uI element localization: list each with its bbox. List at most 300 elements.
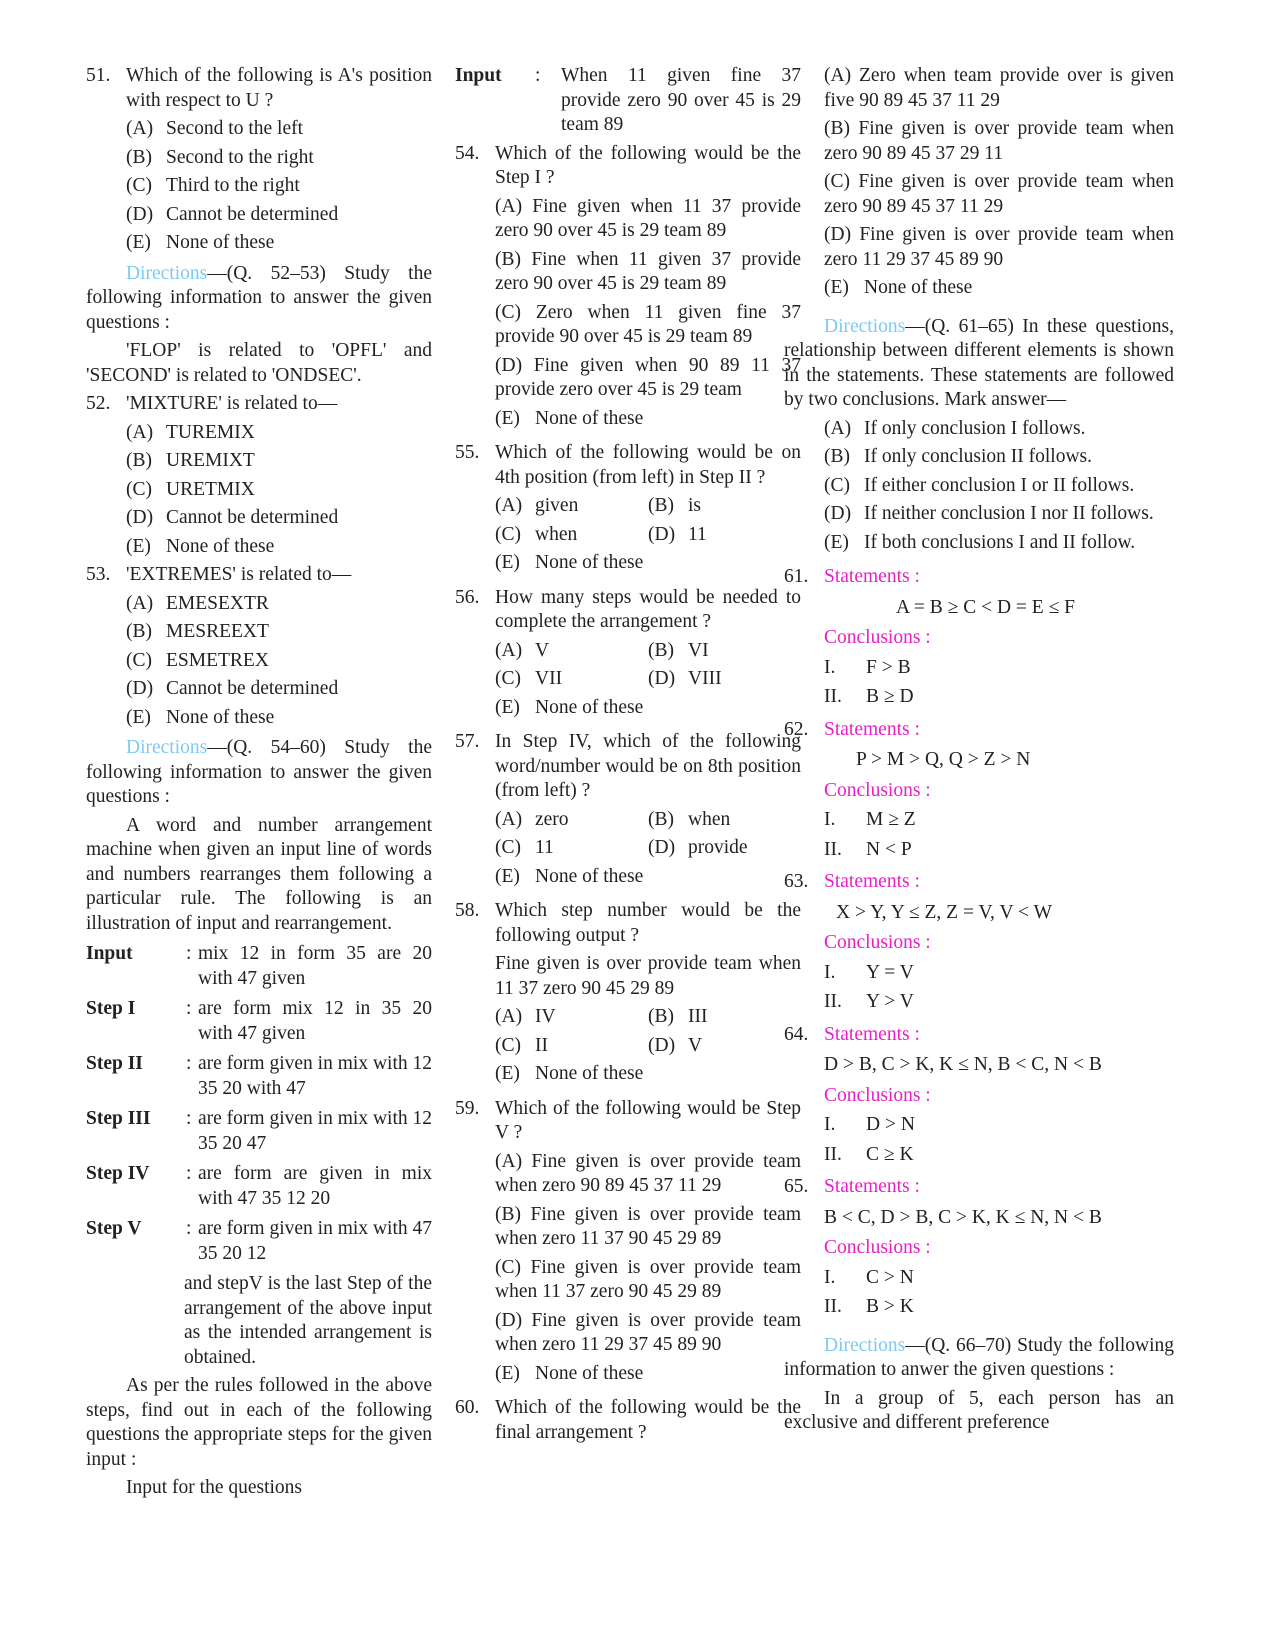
conclusions-label: Conclusions : <box>824 1237 931 1258</box>
question-52 <box>86 392 432 417</box>
option <box>495 808 648 833</box>
statements-label: Statements : <box>824 566 920 587</box>
option-text: If either conclusion I or II follows. <box>864 474 1135 496</box>
option-label: (D) <box>126 203 154 225</box>
option <box>495 1034 648 1059</box>
question-60 <box>455 1396 801 1445</box>
option-label: (C) <box>495 1256 521 1278</box>
mark-option <box>824 445 1174 470</box>
option-row <box>495 1034 801 1059</box>
option-label: (E) <box>126 535 151 557</box>
option <box>824 223 1174 272</box>
option-text <box>495 1256 801 1305</box>
step-text: are form are given in mix with 47 35 12 20 <box>198 1163 432 1209</box>
question-text: Which of the following would be Step V ? <box>495 1097 801 1143</box>
option-body: Fine given is over provide team when zero 11 29 37 45 89 90 <box>824 224 1174 270</box>
directions-keyword: Directions <box>126 262 208 284</box>
option-body: Fine when 11 given 37 provide zero 90 over 45 is 29 team 89 <box>495 248 802 294</box>
option-label: (C) <box>495 301 521 323</box>
conclusions-label: Conclusions : <box>824 1084 931 1106</box>
option-label: (B) <box>648 1006 674 1027</box>
option-text: Cannot be determined <box>166 203 339 225</box>
conclusion-label: II. <box>824 1143 842 1165</box>
option-label: (B) <box>126 146 152 168</box>
column-1 <box>86 60 432 1501</box>
given-input <box>455 64 801 138</box>
option-label: (E) <box>495 552 520 573</box>
question-text: 'MIXTURE' is related to— <box>126 393 338 414</box>
question-text: Which of the following is A's position with respect to U ? <box>126 65 432 111</box>
question-text: Which of the following would be on 4th position (from left) in Step II ? <box>495 442 801 488</box>
option-body: Fine given is over provide team when 11 37 zero 90 45 29 89 <box>495 1256 802 1302</box>
question-59 <box>455 1097 801 1146</box>
option <box>648 1005 801 1030</box>
question-text: How many steps would be needed to complete the arrangement ? <box>495 586 801 632</box>
option-text: EMESEXTR <box>166 592 269 614</box>
question-number: 53. <box>86 564 111 585</box>
conclusions-label: Conclusions : <box>824 932 931 953</box>
conclusion-text: C ≥ K <box>866 1143 914 1165</box>
option <box>495 301 801 350</box>
question-number: 55. <box>455 442 480 463</box>
option-label: (D) <box>126 507 154 528</box>
option-label: (A) <box>824 65 852 86</box>
option-body: Zero when team provide over is given five 90 89 45 37 11 29 <box>824 65 1174 111</box>
option-text: VII <box>535 668 563 689</box>
statement-expression: X > Y, Y ≤ Z, Z = V, V < W <box>836 901 1052 923</box>
question-text: 'EXTREMES' is related to— <box>126 564 352 585</box>
option-label: (B) <box>824 446 850 467</box>
option-row <box>495 494 801 519</box>
option <box>126 203 432 228</box>
question-number: 61. <box>784 566 809 587</box>
step-text: are form given in mix with 47 35 20 12 <box>198 1218 432 1264</box>
statement-expression: A = B ≥ C < D = E ≤ F <box>896 596 1076 618</box>
option-label: (D) <box>648 668 676 689</box>
option-row <box>495 1005 801 1030</box>
conclusion <box>824 1113 1174 1138</box>
question-text: Which step number would be the following output ? <box>495 900 801 946</box>
last-step-note: and stepV is the last Step of the arrangement of the above input as the intended arrangement is obtained. <box>184 1273 432 1368</box>
question-text: Which of the following would be the Step I ? <box>495 142 801 188</box>
option-text: If only conclusion I follows. <box>864 417 1086 439</box>
option-body: Fine given is over provide team when zero 90 89 45 37 11 29 <box>495 1150 802 1196</box>
option-text <box>495 1203 801 1252</box>
option-label: (D) <box>495 354 523 376</box>
option-text: None of these <box>864 277 973 298</box>
option-label: (E) <box>824 531 849 553</box>
step-label: Step IV <box>86 1163 150 1184</box>
option-label: (A) <box>495 808 523 830</box>
conclusion <box>824 808 1174 833</box>
option-label: (A) <box>126 118 154 139</box>
question-number: 64. <box>784 1023 809 1045</box>
option-label: (A) <box>495 639 523 661</box>
step-5 <box>86 1217 432 1266</box>
question-number: 56. <box>455 586 480 608</box>
directions-text: —(Q. 52–53) Study the following information to answer the given questions : <box>86 262 432 333</box>
question-56 <box>455 586 801 635</box>
conclusion-text: N < P <box>866 838 912 860</box>
directions-54-60 <box>86 736 432 810</box>
step-3 <box>86 1107 432 1156</box>
machine-description: A word and number arrangement machine when given an input line of words and numbers rearranges them following a particular rule. The following is an illustration of input and rearrangement. <box>86 814 432 934</box>
option-text: TUREMIX <box>166 421 255 443</box>
option-text <box>824 170 1174 219</box>
option-label: (C) <box>495 523 521 545</box>
conclusion-label: I. <box>824 961 836 983</box>
option-text: Second to the left <box>166 118 304 139</box>
option <box>495 865 801 890</box>
option-label: (D) <box>824 224 852 245</box>
option-text <box>824 64 1174 113</box>
step-label: Step I <box>86 998 136 1019</box>
option-label: (B) <box>126 621 152 642</box>
question-number: 52. <box>86 393 111 414</box>
option-label: (B) <box>495 1203 521 1225</box>
option-text: Second to the right <box>166 146 314 168</box>
conclusions-label: Conclusions : <box>824 779 931 801</box>
option-text: when <box>535 523 578 545</box>
question-63 <box>784 870 1174 895</box>
option-text: None of these <box>166 706 275 728</box>
option-text: zero <box>535 808 569 830</box>
option <box>648 808 801 833</box>
step-4 <box>86 1162 432 1211</box>
conclusion-label: II. <box>824 1296 842 1317</box>
option-row <box>495 523 801 548</box>
option-body: Fine given is over provide team when zero 11 37 90 45 29 89 <box>495 1203 802 1249</box>
directions-61-65 <box>784 315 1174 413</box>
option <box>126 421 432 446</box>
input-text: When 11 given fine 37 provide zero 90 over 45 is 29 team 89 <box>561 65 801 135</box>
option <box>648 1034 801 1059</box>
option-label: (C) <box>495 668 521 689</box>
conclusion-label: II. <box>824 686 842 707</box>
option-text: III <box>688 1006 708 1027</box>
option-label: (E) <box>495 696 520 718</box>
option-text <box>495 195 801 244</box>
conclusion-text: B ≥ D <box>866 686 914 707</box>
option <box>495 696 801 721</box>
option-body: Fine given when 11 37 provide zero 90 over 45 is 29 team 89 <box>495 195 801 241</box>
group-description: In a group of 5, each person has an exclusive and different preference <box>784 1387 1174 1433</box>
option-text <box>495 354 801 403</box>
option-text <box>824 223 1174 272</box>
statements-label: Statements : <box>824 1176 920 1197</box>
option-text: 11 <box>688 523 707 545</box>
conclusion <box>824 685 1174 710</box>
option-row <box>495 836 801 861</box>
option-row <box>495 639 801 664</box>
conclusion-label: I. <box>824 1266 836 1288</box>
option-text: MESREEXT <box>166 621 269 642</box>
option-text: None of these <box>535 696 644 718</box>
question-number: 54. <box>455 142 480 164</box>
option <box>824 170 1174 219</box>
question-64 <box>784 1023 1174 1048</box>
option <box>495 1309 801 1358</box>
option-label: (B) <box>648 639 674 661</box>
question-55 <box>455 441 801 490</box>
option <box>126 706 432 731</box>
step-text: mix 12 in form 35 are 20 with 47 given <box>198 943 432 989</box>
question-57 <box>455 730 801 804</box>
option-text: 11 <box>535 837 554 858</box>
option-text: None of these <box>535 865 644 887</box>
directions-keyword: Directions <box>824 315 906 337</box>
option-label: (C) <box>126 478 152 500</box>
step-label: Step III <box>86 1108 151 1129</box>
option <box>648 494 801 519</box>
option-body: Fine given is over provide team when zero 11 29 37 45 89 90 <box>495 1309 802 1355</box>
question-number: 59. <box>455 1097 480 1119</box>
option <box>126 592 432 617</box>
option <box>648 836 801 861</box>
option <box>495 639 648 664</box>
option-text: Cannot be determined <box>166 507 339 528</box>
option-label: (C) <box>126 175 152 196</box>
statement-expression: P > M > Q, Q > Z > N <box>856 749 1031 770</box>
option-label: (D) <box>824 503 852 524</box>
step-input <box>86 942 432 991</box>
option <box>495 523 648 548</box>
option <box>126 478 432 503</box>
option-text: Cannot be determined <box>166 678 339 699</box>
option-text: VIII <box>688 668 722 689</box>
step-colon: : <box>186 1218 192 1239</box>
option-text: when <box>688 808 731 830</box>
conclusion-text: B > K <box>866 1296 914 1317</box>
column-2 <box>455 60 801 1445</box>
directions-66-70 <box>784 1334 1174 1383</box>
conclusion-text: Y > V <box>866 991 914 1012</box>
step-colon: : <box>186 998 192 1019</box>
statements-label: Statements : <box>824 1023 920 1045</box>
option <box>126 449 432 474</box>
option-label: (A) <box>126 421 154 443</box>
option-text: If both conclusions I and II follow. <box>864 531 1136 553</box>
option-text: II <box>535 1034 548 1056</box>
output-text: Fine given is over provide team when 11 37 zero 90 45 29 89 <box>495 953 801 999</box>
option-text: Third to the right <box>166 175 300 196</box>
option <box>126 146 432 171</box>
question-number: 60. <box>455 1397 480 1418</box>
conclusion-label: II. <box>824 991 842 1012</box>
option <box>495 1256 801 1305</box>
option-label: (C) <box>824 171 850 192</box>
option-label: (A) <box>126 592 154 614</box>
question-text: In Step IV, which of the following word/number would be on 8th position (from left) ? <box>495 731 801 801</box>
option <box>126 620 432 645</box>
option-label: (B) <box>648 808 674 830</box>
step-label: Step II <box>86 1053 143 1074</box>
step-colon: : <box>186 1163 192 1184</box>
option-label: (E) <box>495 865 520 887</box>
option <box>495 1150 801 1199</box>
option <box>824 64 1174 113</box>
question-61 <box>784 565 1174 590</box>
option-label: (B) <box>648 495 674 516</box>
conclusion <box>824 990 1174 1015</box>
option <box>495 1062 801 1087</box>
option-text: None of these <box>535 1063 644 1084</box>
conclusion-label: I. <box>824 809 836 830</box>
option <box>495 551 801 576</box>
question-number: 65. <box>784 1176 809 1197</box>
statements-label: Statements : <box>824 718 920 740</box>
step-label: Step V <box>86 1218 142 1239</box>
option-text: If neither conclusion I nor II follows. <box>864 503 1154 524</box>
step-label: Input <box>86 943 133 964</box>
conclusion <box>824 1266 1174 1291</box>
option <box>648 639 801 664</box>
conclusion <box>824 961 1174 986</box>
option-text: V <box>688 1034 703 1056</box>
option-label: (A) <box>495 1006 523 1027</box>
question-text: Which of the following would be the final arrangement ? <box>495 1397 801 1443</box>
step-text: are form given in mix with 12 35 20 47 <box>198 1108 432 1154</box>
option-text: None of these <box>535 552 644 573</box>
conclusion-label: II. <box>824 838 842 860</box>
option-label: (C) <box>126 649 152 671</box>
question-number: 58. <box>455 900 480 921</box>
option <box>495 667 648 692</box>
option-label: (B) <box>126 450 152 471</box>
option-text <box>495 1150 801 1199</box>
question-53 <box>86 563 432 588</box>
conclusion-text: M ≥ Z <box>866 809 916 830</box>
step-text: are form given in mix with 12 35 20 with 47 <box>198 1053 432 1099</box>
flop-example: 'FLOP' is related to 'OPFL' and 'SECOND' is related to 'ONDSEC'. <box>86 340 432 386</box>
directions-keyword: Directions <box>126 737 208 758</box>
directions-keyword: Directions <box>824 1334 906 1356</box>
option-label: (A) <box>495 195 523 217</box>
input-colon: : <box>535 65 541 86</box>
step-colon: : <box>186 1108 192 1129</box>
option <box>495 1203 801 1252</box>
option-text: If only conclusion II follows. <box>864 446 1093 467</box>
step-colon: : <box>186 1053 192 1074</box>
statement-expression: D > B, C > K, K ≤ N, B < C, N < B <box>824 1054 1102 1075</box>
option-text <box>495 248 801 297</box>
option-label: (B) <box>495 248 521 270</box>
option <box>648 667 801 692</box>
option-label: (A) <box>495 495 523 516</box>
statement-expression: B < C, D > B, C > K, K ≤ N, N < B <box>824 1206 1102 1228</box>
statements-label: Statements : <box>824 871 920 892</box>
option <box>126 535 432 560</box>
option-text: IV <box>535 1006 556 1027</box>
option-label: (E) <box>495 1063 520 1084</box>
option-text: URETMIX <box>166 478 255 500</box>
option-text: None of these <box>535 407 644 429</box>
option <box>648 523 801 548</box>
option-label: (D) <box>648 523 676 545</box>
option <box>126 117 432 142</box>
step-text: are form mix 12 in 35 20 with 47 given <box>198 998 432 1044</box>
option <box>495 836 648 861</box>
option-body: Fine given when 90 89 11 37 provide zero over 45 is 29 team <box>495 354 801 400</box>
directions-text: —(Q. 54–60) Study the following information to answer the given questions : <box>86 737 432 807</box>
conclusion <box>824 838 1174 863</box>
as-per-rules: As per the rules followed in the above steps, find out in each of the following questions the appropriate steps for the given input : <box>86 1375 432 1470</box>
option <box>495 1005 648 1030</box>
option-body: Fine given is over provide team when zero 90 89 45 37 11 29 <box>824 171 1174 217</box>
mark-option <box>824 502 1174 527</box>
output-line <box>495 952 801 1001</box>
step-2 <box>86 1052 432 1101</box>
conclusion <box>824 1143 1174 1168</box>
mark-option <box>824 531 1174 556</box>
conclusion <box>824 1295 1174 1320</box>
question-51 <box>86 64 432 113</box>
step-colon: : <box>186 943 192 964</box>
option-label: (C) <box>495 837 521 858</box>
option-body: Zero when 11 given fine 37 provide 90 over 45 is 29 team 89 <box>495 301 801 347</box>
option-body: Fine given is over provide team when zero 90 89 45 37 29 11 <box>824 118 1174 164</box>
option-text: None of these <box>166 232 275 253</box>
option <box>126 231 432 256</box>
option-label: (C) <box>824 474 850 496</box>
conclusion <box>824 656 1174 681</box>
option-text <box>824 117 1174 166</box>
option <box>824 276 1174 301</box>
conclusion-text: C > N <box>866 1266 914 1288</box>
option-text <box>495 1309 801 1358</box>
option-text: VI <box>688 639 709 661</box>
option-label: (D) <box>648 1034 676 1056</box>
option-label: (E) <box>495 407 520 429</box>
question-number: 57. <box>455 731 480 752</box>
option-text: given <box>535 495 579 516</box>
option <box>495 407 801 432</box>
option-label: (E) <box>126 706 151 728</box>
option-label: (E) <box>495 1362 520 1384</box>
question-65 <box>784 1175 1174 1200</box>
option-text: ESMETREX <box>166 649 269 671</box>
option <box>126 506 432 531</box>
directions-52-53 <box>86 262 432 336</box>
option-label: (B) <box>824 118 850 139</box>
option-label: (E) <box>126 232 151 253</box>
option-text: None of these <box>166 535 275 557</box>
question-62 <box>784 718 1174 743</box>
question-number: 63. <box>784 871 809 892</box>
option-label: (D) <box>495 1309 523 1331</box>
input-label: Input <box>455 65 502 86</box>
option <box>126 174 432 199</box>
option-text: provide <box>688 837 748 858</box>
option <box>495 195 801 244</box>
conclusion-label: I. <box>824 656 836 678</box>
option-text: is <box>688 495 702 516</box>
option-label: (E) <box>824 277 849 298</box>
option-label: (A) <box>824 417 852 439</box>
question-54 <box>455 142 801 191</box>
directions-text: —(Q. 66–70) Study the following information to anwer the given questions : <box>784 1334 1174 1380</box>
directions-text: —(Q. 61–65) In these questions, relationship between different elements is shown in the statements. These statements are followed by two conclusions. Mark answer— <box>784 315 1174 410</box>
option <box>824 117 1174 166</box>
option-label: (A) <box>495 1150 523 1172</box>
option-text: V <box>535 639 550 661</box>
option-text: UREMIXT <box>166 450 255 471</box>
conclusions-label: Conclusions : <box>824 627 931 648</box>
option <box>495 1362 801 1387</box>
column-3 <box>784 60 1174 1436</box>
question-number: 62. <box>784 718 809 740</box>
option-label: (D) <box>126 678 154 699</box>
